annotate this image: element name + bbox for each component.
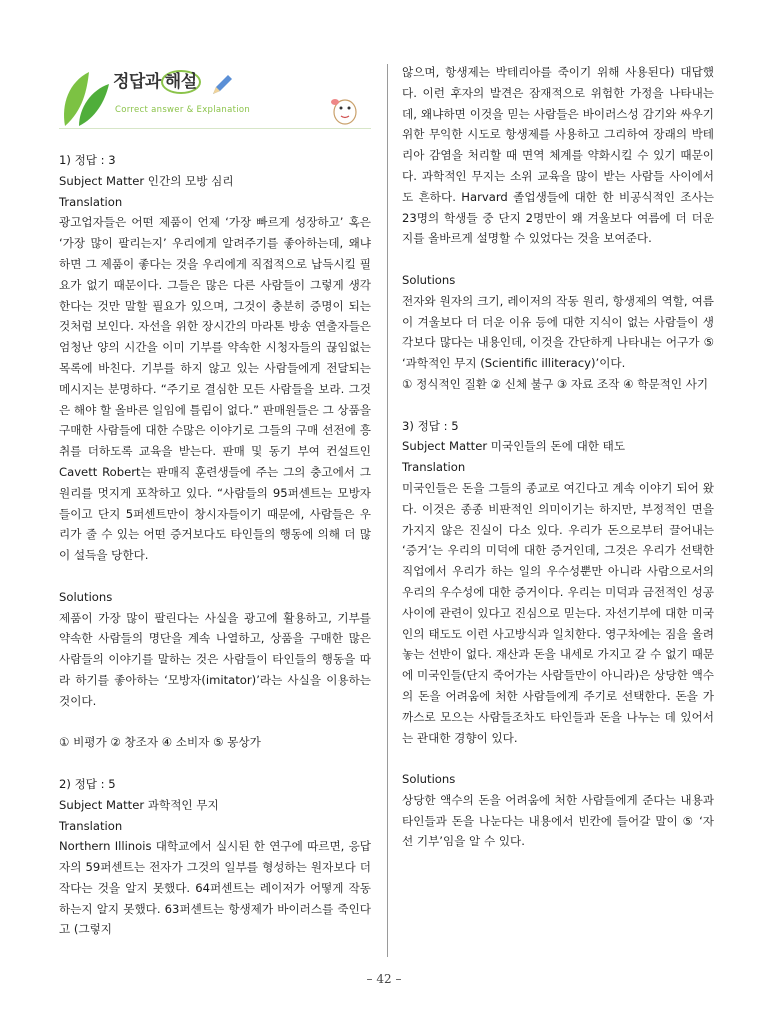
- column-divider: [387, 64, 388, 957]
- paragraph: Subject Matter 과학적인 무지: [59, 797, 219, 812]
- header-title-a: 정답과: [113, 72, 161, 92]
- paragraph-gap: [59, 753, 371, 774]
- paragraph-gap: [59, 712, 371, 733]
- paragraph: Translation: [402, 460, 466, 475]
- right-text: [402, 62, 714, 852]
- paragraph: ① 비평가 ② 창조자 ④ 소비자 ⑤ 몽상가: [59, 735, 261, 750]
- paragraph: Subject Matter 인간의 모방 심리: [59, 173, 234, 188]
- left-text: [59, 150, 371, 940]
- header-title: [113, 72, 201, 93]
- left-column: [59, 62, 371, 940]
- paragraph: 광고업자들은 어떤 제품이 언제 ‘가장 빠르게 성장하고’ 혹은 ‘가장 많이 팔리는지’ 우리에게 알려주기를 좋아하는데, 왜냐하면 그 제품이 좋다는 것을 우리에게 직접적으로 납득시킬 필요가 없기 때문이다. 그들은 많은 다른 사람들이 그렇게 생각한다는 것만 말할 필요가 있으며, 그것이 충분히 증명이 되는 것처럼 보인다. 자선을 위한 장시간의 마라톤 방송 연출자들은 엄청난 양의 시간을 이미 기부를 약속한 시청자들의 끊임없는 목록에 바친다. 기부를 하지 않고 있는 사람들에게 전달되는 메시지는 분명하다. “주기로 결심한 모든 사람들을 보라. 그것은 해야 할 올바른 일임에 틀림이 없다.” 판매원들은 그 상품을 구매한 사람들에 대한 수많은 이야기로 그들의 구매 선전에 흥취를 더하도록 교육을 받는다. 판매 및 동기 부여 컨설트인 Cavett Robert는 판매직 훈련생들에 주는 그의 충고에서 그 원리를 멋지게 포착하고 있다. “사람들의 95퍼센트는 모방자들이고 단지 5퍼센트만이 창시자들이기 때문에, 사람들은 우리가 줄 수 있는 어떤 증거보다도 타인들의 행동에 의해 더 많이 설득을 당한다.: [59, 215, 371, 563]
- paragraph: 1) 정답 : 3: [59, 153, 116, 167]
- paragraph-gap: [59, 566, 371, 587]
- paragraph: Northern Illinois 대학교에서 실시된 한 연구에 따르면, 응답자의 59퍼센트는 전자가 그것의 일부를 형성하는 원자보다 더 작다는 것을 알지 못했다. 64퍼센트는 레이저가 어떻게 작동하는지 알지 못했다. 63퍼센트는 항생제가 바이러스를 죽인다고 (그렇지: [59, 839, 371, 937]
- paragraph: Subject Matter 미국인들의 돈에 대한 태도: [402, 439, 626, 454]
- page-number: – 42 –: [366, 972, 402, 986]
- paragraph-gap: [402, 249, 714, 270]
- paragraph: Translation: [59, 818, 123, 833]
- paragraph: 않으며, 항생제는 박테리아를 죽이기 위해 사용된다) 대답했다. 이런 후자의 발견은 잠재적으로 위험한 가정을 나타내는데, 왜냐하면 이것을 믿는 사람들은 바이러스성 감기와 싸우기 위한 무익한 시도로 항생제를 사용하고 그리하여 장래의 박테리아 감염을 처리할 때 면역 체계를 약화시킬 수 있기 때문이다. 과학적인 무지는 소위 교육을 많이 받는 사람들 사이에서도 흔하다. Harvard 졸업생들에 대한 한 비공식적인 조사는 23명의 학생들 중 단지 2명만이 왜 겨울보다 여름에 더 더운지를 올바르게 설명할 수 있었다는 것을 보여준다.: [402, 65, 714, 246]
- paragraph: 제품이 가장 많이 팔린다는 사실을 광고에 활용하고, 기부를 약속한 사람들의 명단을 계속 나열하고, 상품을 구매한 많은 사람들의 이야기를 말하는 것은 사람들이 타인들의 행동을 따라 하기를 좋아하는 ‘모방자(imitator)’라는 사실을 이용하는 것이다.: [59, 610, 371, 708]
- paragraph-gap: [402, 748, 714, 769]
- paragraph: 상당한 액수의 돈을 어려움에 처한 사람들에게 준다는 내용과 타인들과 돈을 나눈다는 내용에서 빈칸에 들어갈 말이 ⑤ ‘자선 기부’임을 알 수 있다.: [402, 792, 714, 849]
- paragraph: 미국인들은 돈을 그들의 종교로 여긴다고 계속 이야기 되어 왔다. 이것은 종종 비판적인 의미이기는 하지만, 부정적인 면을 가지지 않은 진실이 다소 있다. 우리가 돈으로부터 끌어내는 ‘증거’는 우리의 미덕에 대한 증거인데, 그것은 우리가 선택한 직업에서 우리가 하는 일의 우수성뿐만 아니라 사람으로서의 우리의 우수성에 대한 증거이다. 우리는 미덕과 금전적인 성공 사이에 관련이 있다고 진심으로 믿는다. 자선기부에 대한 미국인의 태도도 이런 사고방식과 일치한다. 영구차에는 짐을 올려놓는 선반이 없다. 재산과 돈을 내세로 가지고 갈 수 없기 때문에 미국인들(단지 죽어가는 사람들만이 아니라)은 상당한 액수의 돈을 어려움에 처한 사람들에게 주기로 선택한다. 돈을 가까스로 모으는 사람들조차도 타인들과 돈을 나누는 데 있어서는 관대한 경향이 있다.: [402, 480, 714, 745]
- paragraph-gap: [402, 395, 714, 416]
- leaf-logo-icon: [59, 68, 111, 128]
- header-subtitle: Correct answer & Explanation: [115, 105, 251, 115]
- pencil-icon: [209, 72, 235, 98]
- mascot-icon: [327, 88, 363, 128]
- paragraph: ① 정식적인 질환 ② 신체 불구 ③ 자료 조작 ④ 학문적인 사기: [402, 376, 709, 391]
- paragraph: Solutions: [59, 589, 113, 604]
- header-title-b: 해설: [161, 70, 201, 94]
- right-column: [402, 62, 714, 852]
- paragraph: 2) 정답 : 5: [59, 776, 116, 791]
- paragraph: Solutions: [402, 772, 456, 787]
- paragraph: 3) 정답 : 5: [402, 418, 459, 433]
- section-header: [59, 62, 371, 140]
- paragraph: 전자와 원자의 크기, 레이저의 작동 원리, 항생제의 역할, 여름이 겨울보다 더 더운 이유 등에 대한 지식이 없는 사람들이 생각보다 많다는 내용인데, 이것을 간단하게 나타내는 어구가 ⑤ ‘과학적인 무지 (Scientific illiteracy)’이다.: [402, 293, 714, 371]
- paragraph: Translation: [59, 194, 123, 209]
- paragraph: Solutions: [402, 272, 456, 287]
